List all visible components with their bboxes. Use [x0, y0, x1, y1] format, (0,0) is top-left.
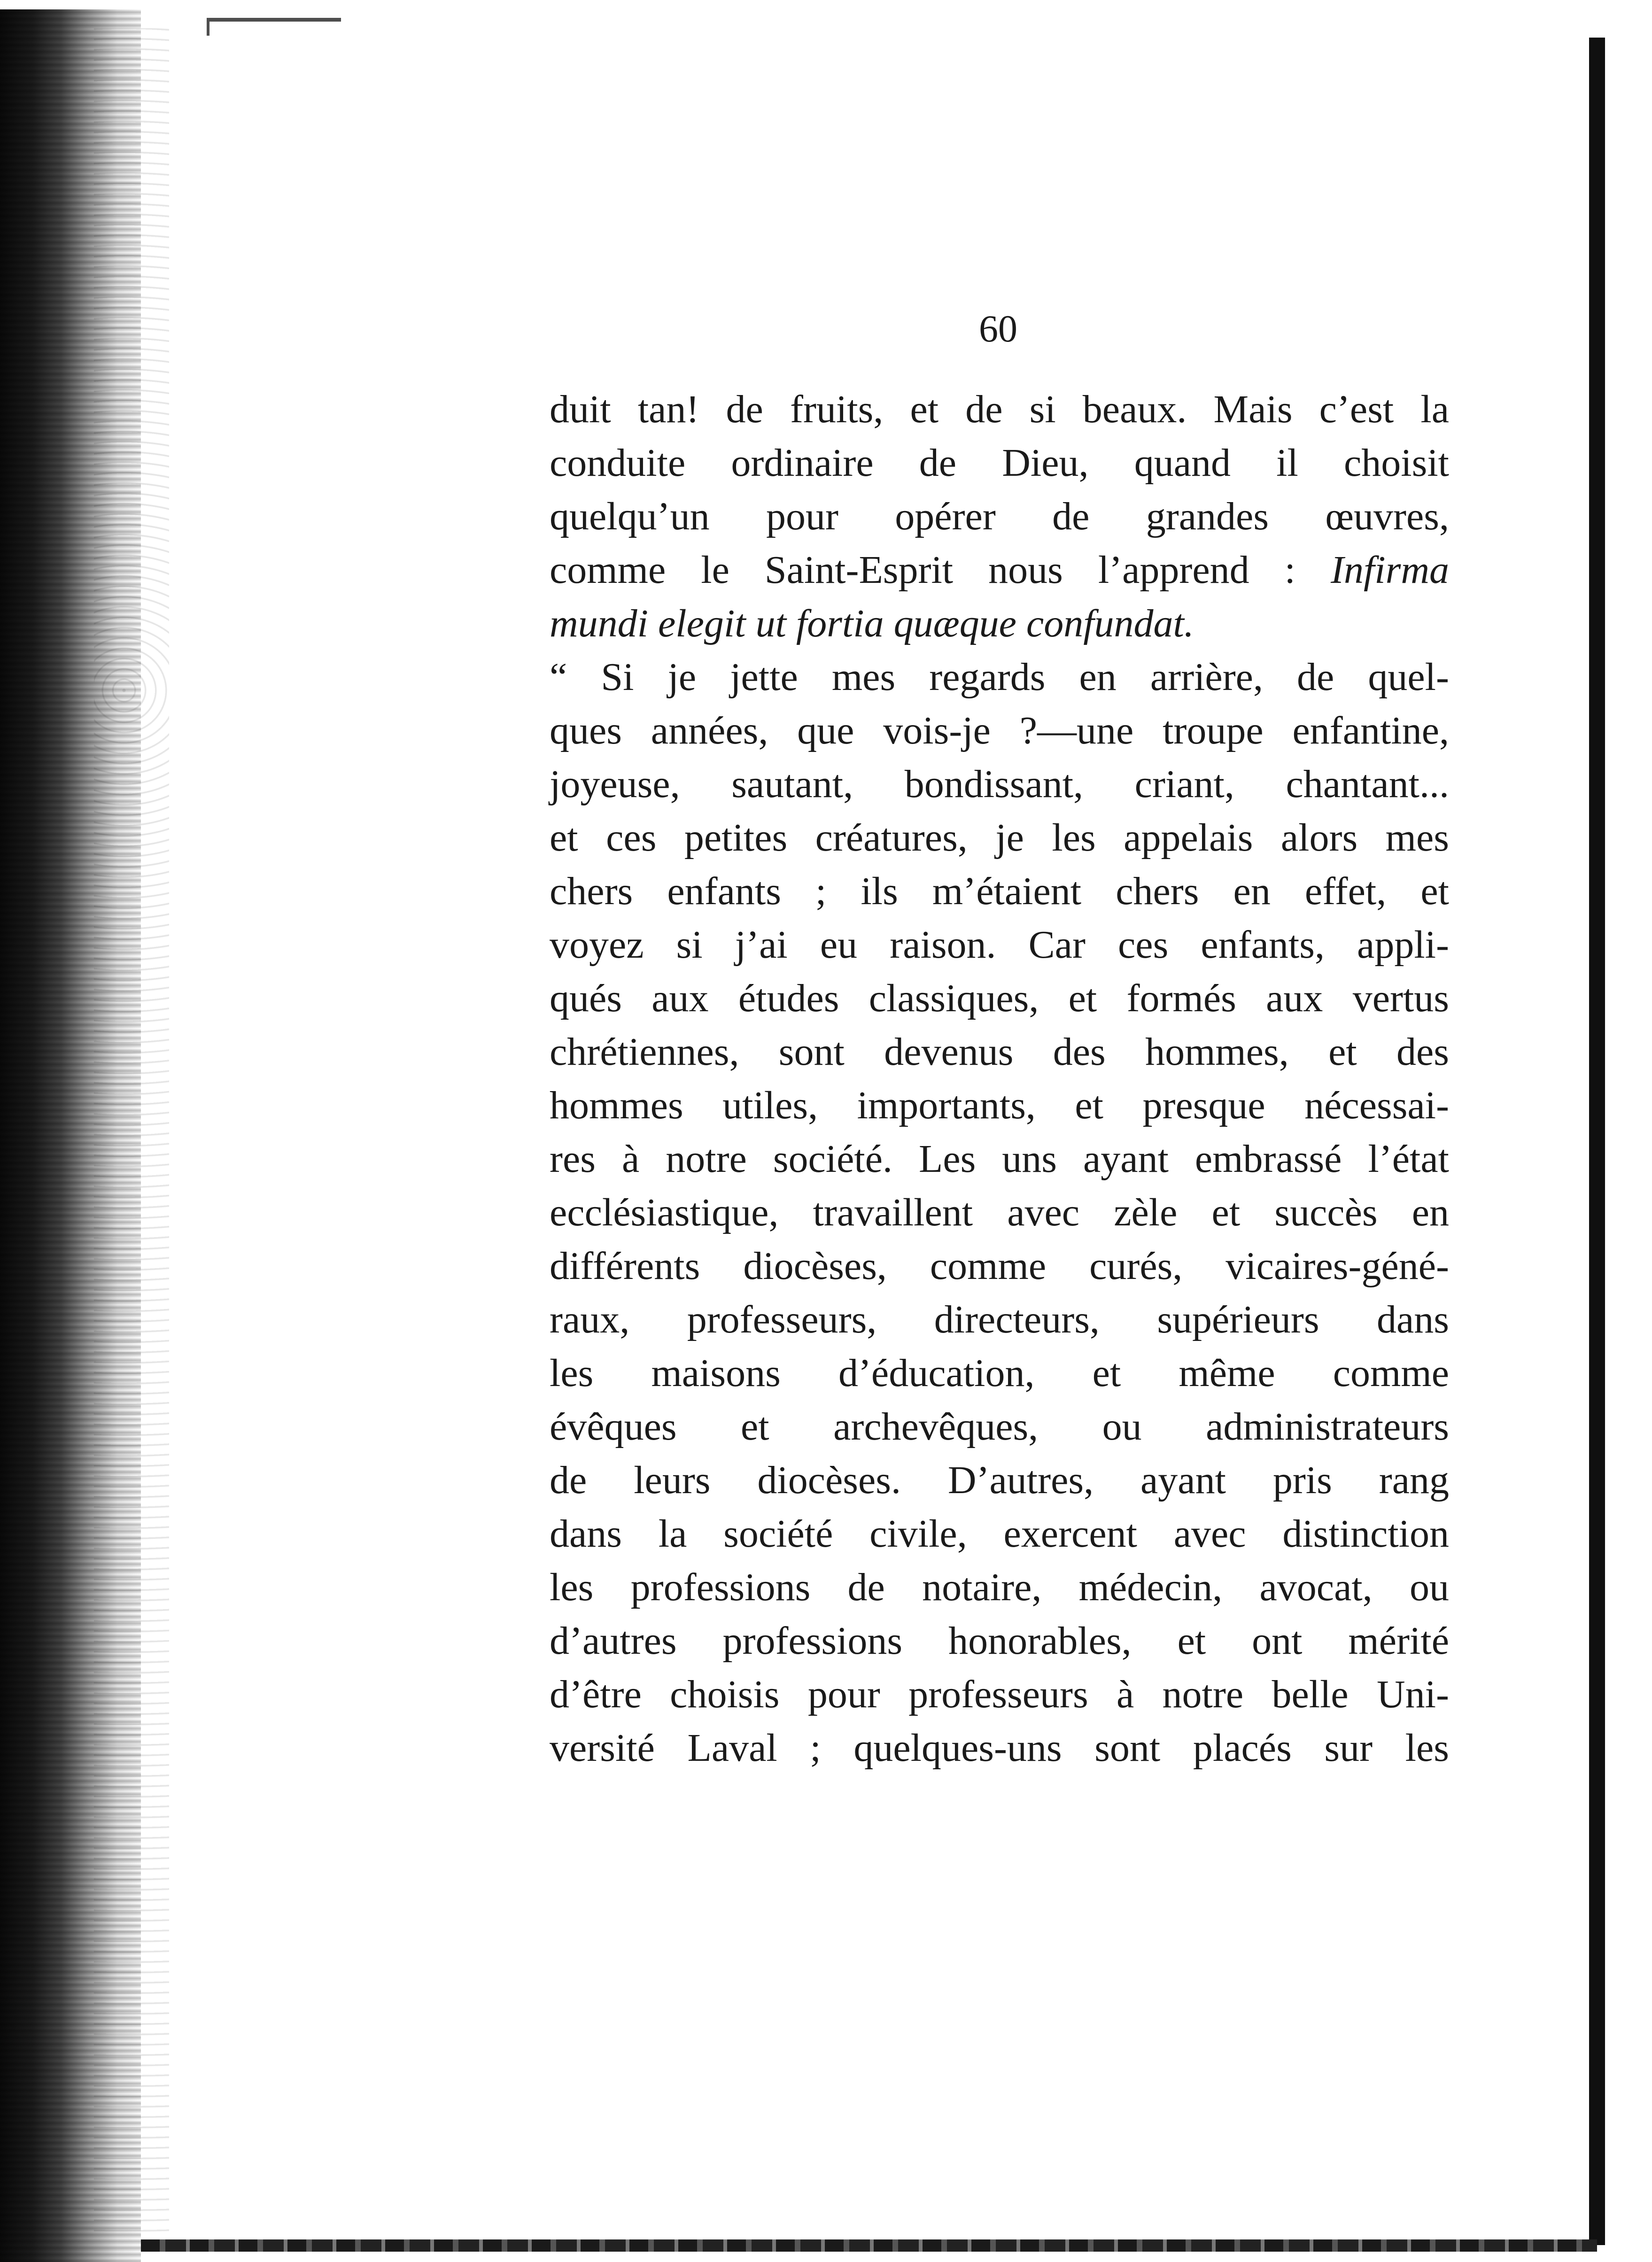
text-line — [550, 1079, 1449, 1132]
latin-quote: mundi elegit ut fortia quæque confundat. — [550, 602, 1194, 645]
text-line-content: raux, professeurs, directeurs, supérieurs dans — [550, 1298, 1449, 1341]
text-line — [550, 1614, 1449, 1668]
text-line-content: les maisons d’éducation, et même comme — [550, 1351, 1449, 1395]
text-line — [550, 651, 1449, 704]
text-line-content: différents diocèses, comme curés, vicaires-géné- — [550, 1244, 1449, 1288]
page-edge-speckle — [94, 28, 169, 2236]
text-line — [550, 1721, 1449, 1775]
page-right-border — [1589, 38, 1605, 2245]
text-line-content: évêques et archevêques, ou administrateurs — [550, 1405, 1449, 1449]
text-line — [550, 1347, 1449, 1400]
text-line-content: les professions de notaire, médecin, avocat, ou — [550, 1565, 1449, 1609]
text-line — [550, 972, 1449, 1025]
text-line-content: duit tan! de fruits, et de si beaux. Mais c’est la — [550, 387, 1449, 431]
text-line — [550, 865, 1449, 918]
text-line-content: ques années, que vois-je ?—une troupe enfantine, — [550, 709, 1449, 752]
text-line — [550, 597, 1449, 651]
text-line — [550, 543, 1449, 597]
text-line-content: conduite ordinaire de Dieu, quand il choisit — [550, 441, 1449, 485]
page-bottom-border — [141, 2239, 1597, 2252]
text-line-content: chrétiennes, sont devenus des hommes, et des — [550, 1030, 1449, 1074]
text-line — [550, 436, 1449, 490]
text-line — [550, 1507, 1449, 1561]
text-line-content: voyez si j’ai eu raison. Car ces enfants, appli- — [550, 923, 1449, 967]
text-line — [550, 383, 1449, 436]
latin-quote: Infirma — [1331, 548, 1449, 592]
text-line-content: hommes utiles, importants, et presque nécessai- — [550, 1084, 1449, 1127]
text-line-content: d’être choisis pour professeurs à notre belle Uni- — [550, 1673, 1449, 1716]
text-line — [550, 1025, 1449, 1079]
text-line-content: “ Si je jette mes regards en arrière, de quel- — [550, 655, 1449, 699]
text-line-content: qués aux études classiques, et formés aux vertus — [550, 976, 1449, 1020]
text-line-content: et ces petites créatures, je les appelais alors mes — [550, 816, 1449, 860]
text-line-content: de leurs diocèses. D’autres, ayant pris rang — [550, 1458, 1449, 1502]
text-line — [550, 811, 1449, 865]
text-line — [550, 1239, 1449, 1293]
text-line-content: res à notre société. Les uns ayant embrassé l’état — [550, 1137, 1449, 1181]
text-line-content: d’autres professions honorables, et ont mérité — [550, 1619, 1449, 1663]
text-line-content: joyeuse, sautant, bondissant, criant, chantant... — [550, 762, 1449, 806]
body-text — [550, 383, 1449, 1775]
page-number: 60 — [979, 307, 1017, 350]
text-line — [550, 704, 1449, 758]
scan-corner-mark — [207, 18, 341, 36]
text-line — [550, 1400, 1449, 1454]
text-line — [550, 1561, 1449, 1614]
text-line — [550, 758, 1449, 811]
text-line-content: versité Laval ; quelques-uns sont placés sur les — [550, 1726, 1449, 1770]
text-line — [550, 1293, 1449, 1347]
text-line-content: comme le Saint-Esprit nous l’apprend : — [550, 548, 1295, 592]
text-line — [550, 1668, 1449, 1721]
text-line-content: ecclésiastique, travaillent avec zèle et succès en — [550, 1191, 1449, 1234]
text-line-content: quelqu’un pour opérer de grandes œuvres, — [550, 495, 1449, 538]
text-line — [550, 1454, 1449, 1507]
text-line — [550, 1186, 1449, 1239]
text-line — [550, 918, 1449, 972]
text-line — [550, 490, 1449, 543]
text-line-content: chers enfants ; ils m’étaient chers en effet, et — [550, 869, 1449, 913]
text-line — [550, 1132, 1449, 1186]
text-line-content: dans la société civile, exercent avec distinction — [550, 1512, 1449, 1556]
